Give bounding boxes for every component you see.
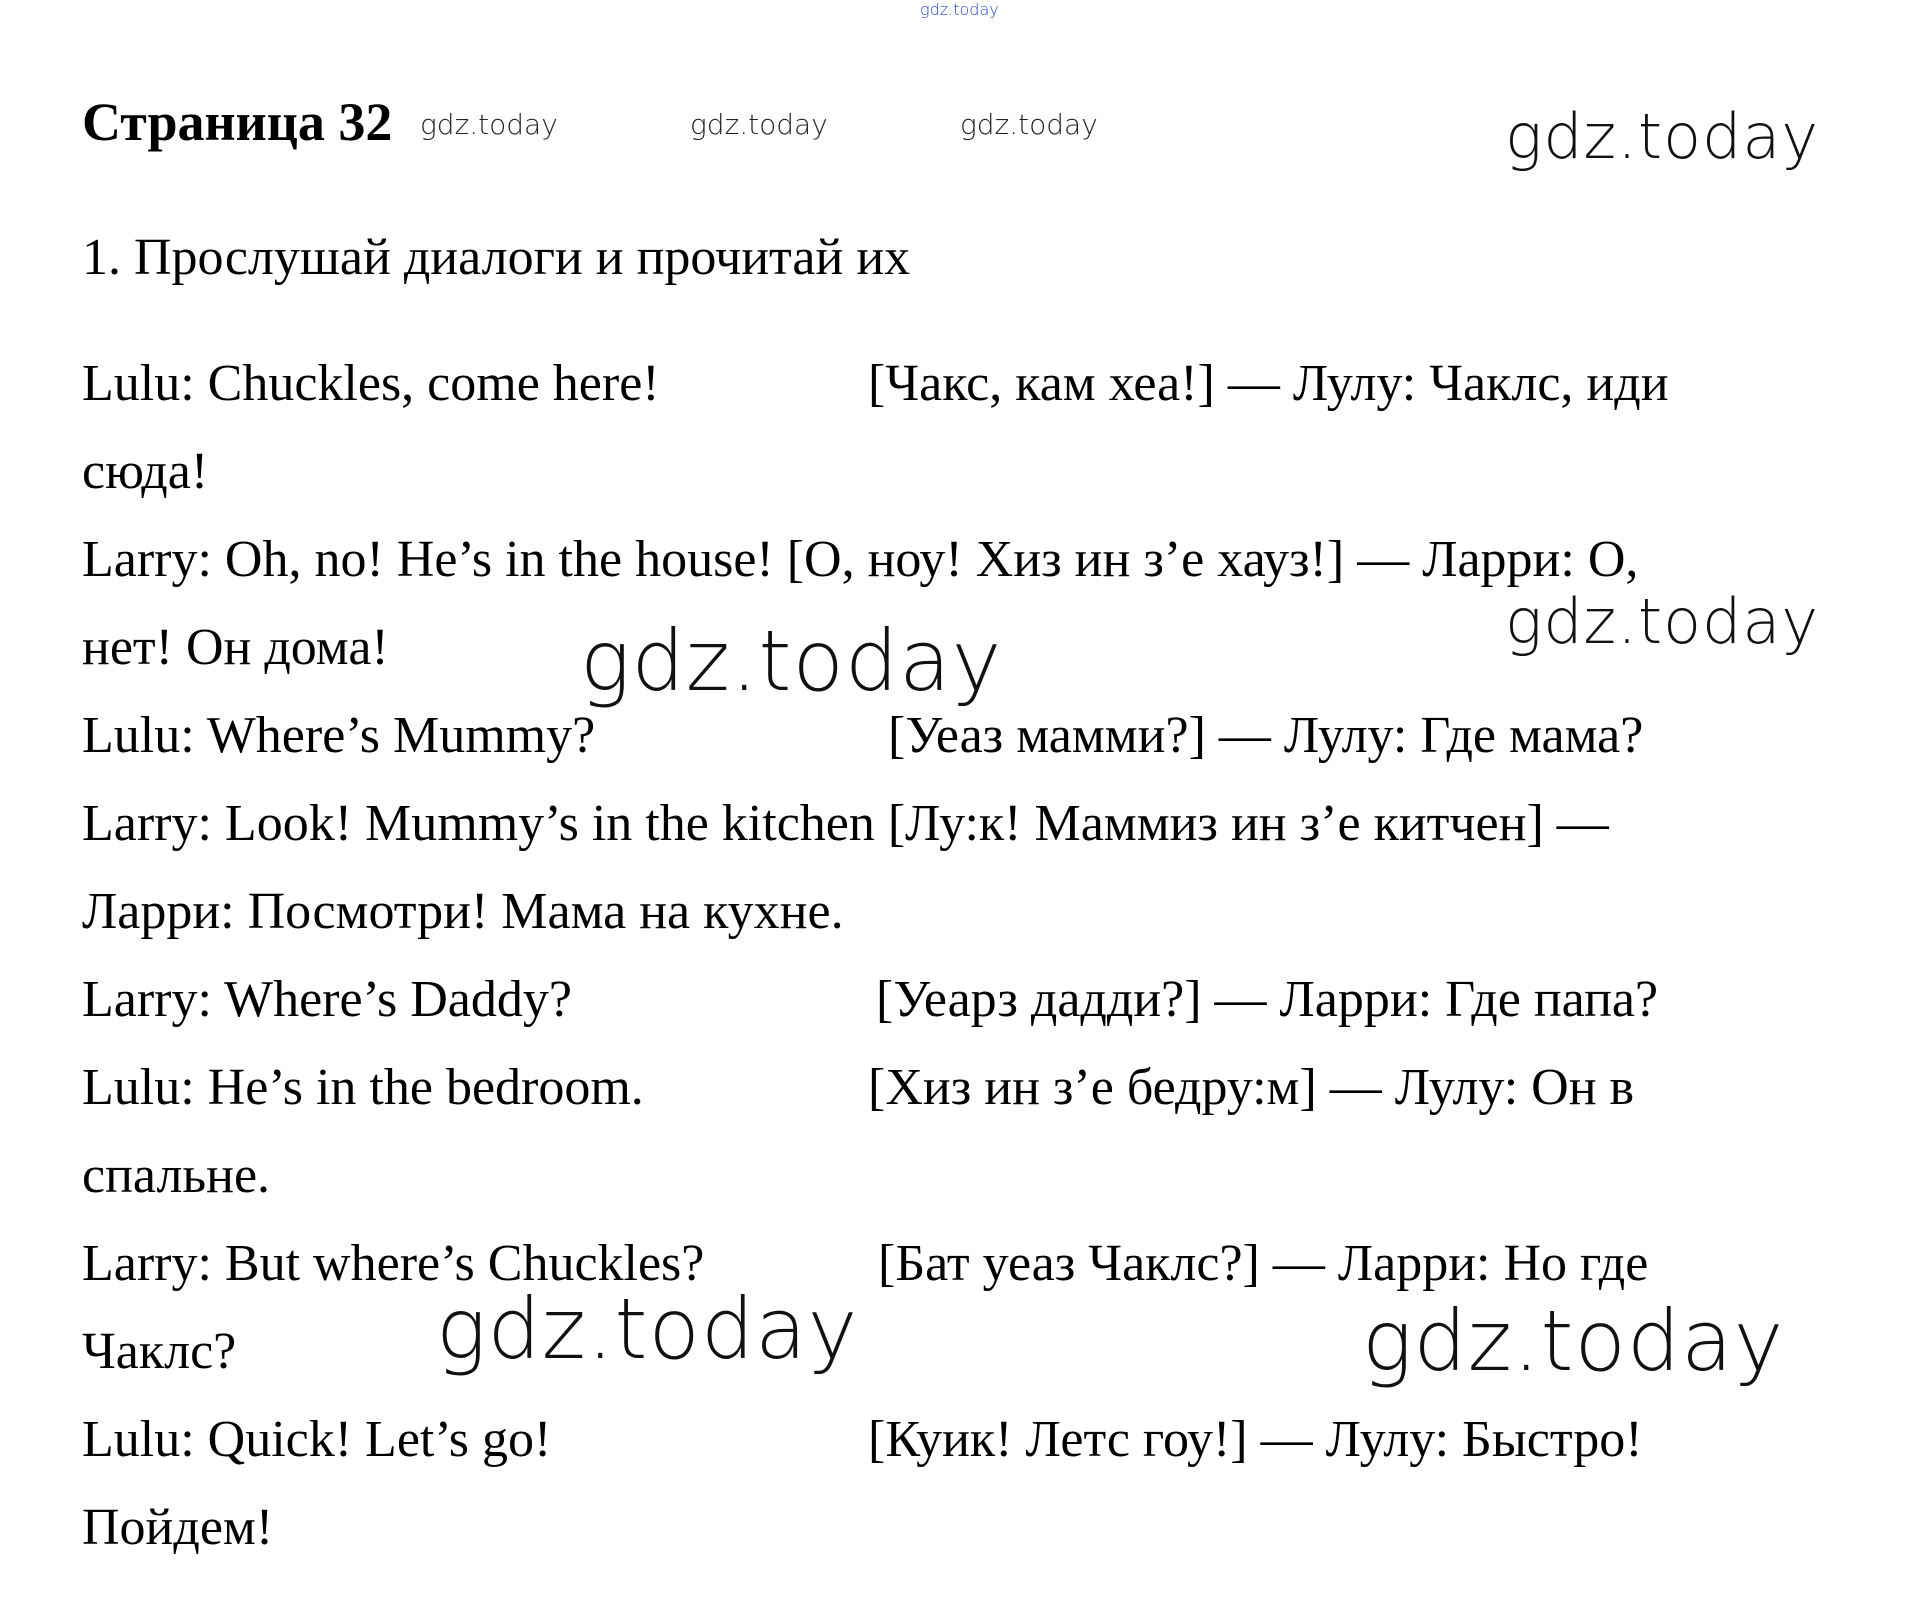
watermark-row1-b: gdz.today bbox=[690, 108, 828, 141]
watermark-mid-center: gdz.today bbox=[580, 612, 1003, 710]
watermark-top-right: gdz.today bbox=[1505, 100, 1820, 173]
dialogue-translation: [Куик! Летс гоу!] — Лулу: Быстро! bbox=[868, 1411, 1643, 1468]
dialogue-translation: [Чакс, кам хеа!] — Лулу: Чаклс, иди bbox=[868, 355, 1669, 412]
dialogue-english: Lulu: Chuckles, come here! bbox=[82, 355, 660, 412]
dialogue-continuation: спальне. bbox=[82, 1147, 271, 1204]
dialogue-english: Lulu: Quick! Let’s go! bbox=[82, 1411, 552, 1468]
dialogue-english: Larry: Where’s Daddy? bbox=[82, 971, 572, 1028]
watermark-top-center: gdz.today bbox=[920, 0, 999, 19]
task-title: 1. Прослушай диалоги и прочитай их bbox=[82, 229, 911, 286]
dialogue-continuation: Пойдем! bbox=[82, 1499, 274, 1556]
watermark-bottom-right: gdz.today bbox=[1362, 1292, 1785, 1390]
dialogue-translation: [Бат уеаз Чаклс?] — Ларри: Но где bbox=[878, 1235, 1649, 1292]
watermark-mid-right: gdz.today bbox=[1505, 585, 1820, 658]
watermark-row1-a: gdz.today bbox=[420, 108, 558, 141]
dialogue-translation: [Хиз ин з’е бедру:м] — Лулу: Он в bbox=[868, 1059, 1635, 1116]
dialogue-english: Lulu: Where’s Mummy? bbox=[82, 707, 596, 764]
watermark-bottom-left: gdz.today bbox=[436, 1280, 859, 1378]
dialogue-translation: [Уеарз дадди?] — Ларри: Где папа? bbox=[876, 971, 1659, 1028]
dialogue-continuation: Чаклс? bbox=[82, 1323, 237, 1380]
dialogue-english: Larry: Look! Mummy’s in the kitchen [Лу:к! Маммиз ин з’е китчен] — bbox=[82, 795, 1609, 852]
dialogue-english: Larry: Oh, no! He’s in the house! [О, ноу! Хиз ин з’е хауз!] — Ларри: О, bbox=[82, 531, 1639, 588]
dialogue-english: Lulu: He’s in the bedroom. bbox=[82, 1059, 644, 1116]
dialogue-continuation: Ларри: Посмотри! Мама на кухне. bbox=[82, 883, 844, 940]
watermark-row1-c: gdz.today bbox=[960, 108, 1098, 141]
dialogue-translation: [Уеаз мамми?] — Лулу: Где мама? bbox=[888, 707, 1644, 764]
dialogue-continuation: нет! Он дома! bbox=[82, 619, 389, 676]
page-heading: Страница 32 bbox=[82, 92, 393, 152]
dialogue-english: Larry: But where’s Chuckles? bbox=[82, 1235, 705, 1292]
dialogue-continuation: сюда! bbox=[82, 443, 209, 500]
